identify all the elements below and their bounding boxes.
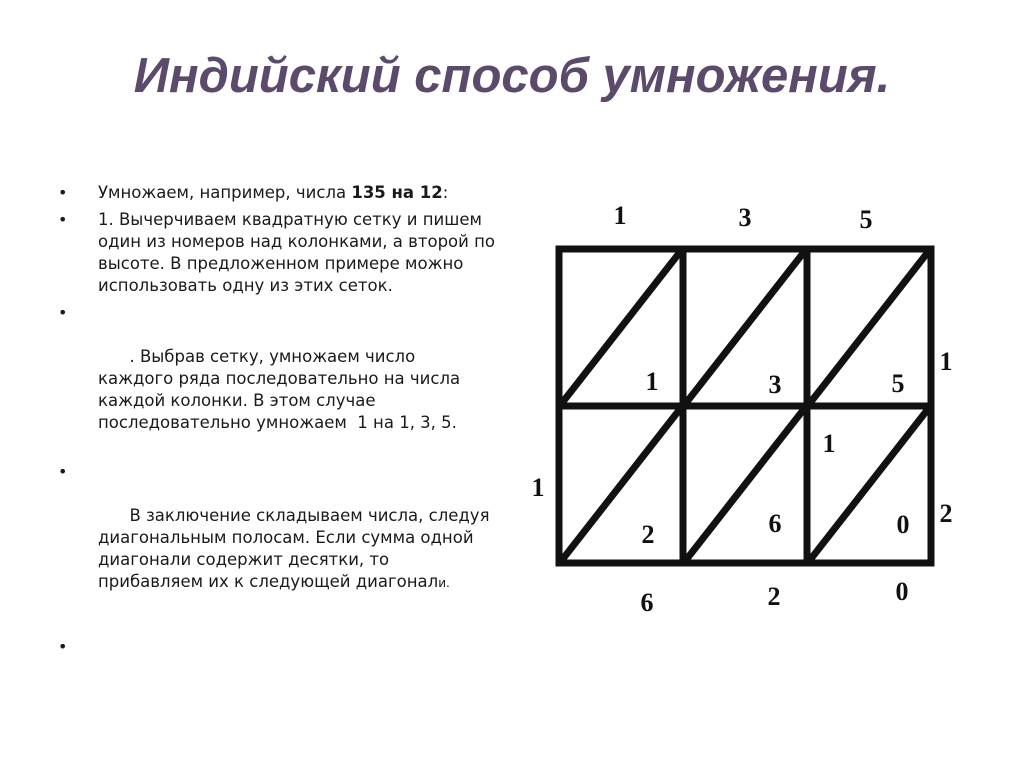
left-digit: 1: [531, 473, 545, 502]
bullet-dot-icon: •: [58, 637, 68, 656]
cell-lower-digit: 0: [896, 510, 910, 539]
bullet-text: В заключение складываем числа, следуя диагональным полосам. Если сумма одной диагонали содержит десятки, то прибавляем их к следующей диагонал: [98, 506, 495, 591]
grid-lines: [559, 249, 931, 563]
top-digit: 1: [613, 201, 627, 230]
grid-diagonal: [686, 409, 804, 560]
right-digit: 2: [939, 499, 953, 528]
bullet-text: 1. Вычерчиваем квадратную сетку и пишем один из номеров над колонками, а второй по высоте. В предложенном примере можно использовать одну из этих сеток.: [98, 210, 496, 295]
bullet-text-suffix: :: [442, 183, 449, 202]
top-digit: 5: [859, 205, 873, 234]
bottom-digit: 6: [640, 588, 654, 617]
bullet-small-text: и.: [438, 576, 450, 590]
top-digit: 3: [738, 203, 752, 232]
bullet-dot-icon: •: [58, 210, 68, 229]
grid-diagonal: [562, 409, 680, 560]
slide-title: Индийский способ умножения.: [133, 49, 891, 103]
cell-lower-digit: 6: [768, 509, 782, 538]
bullet-text: . Выбрав сетку, умножаем число каждого ряда последовательно на числа каждой колонки. В этом случае последовательно умножаем 1 на 1, 3, 5.: [98, 347, 466, 432]
bullet-dot-icon: •: [58, 303, 68, 322]
cell-upper-digit: 1: [822, 429, 836, 458]
cell-lower-digit: 5: [891, 369, 905, 398]
right-digit: 1: [939, 347, 953, 376]
grid-diagonal: [810, 252, 928, 403]
grid-diagonal: [562, 252, 680, 403]
bottom-digit: 0: [895, 577, 909, 606]
cell-lower-digit: 3: [768, 370, 782, 399]
bullet-dot-icon: •: [58, 462, 68, 481]
cell-lower-digit: 1: [645, 367, 659, 396]
cell-lower-digit: 2: [641, 520, 655, 549]
bullet-bold-text: 135 на 12: [351, 183, 443, 202]
bottom-digit: 2: [767, 582, 781, 611]
grid-diagonal: [686, 252, 804, 403]
bullet-dot-icon: •: [58, 183, 68, 202]
bullet-text: Умножаем, например, числа: [98, 183, 352, 202]
